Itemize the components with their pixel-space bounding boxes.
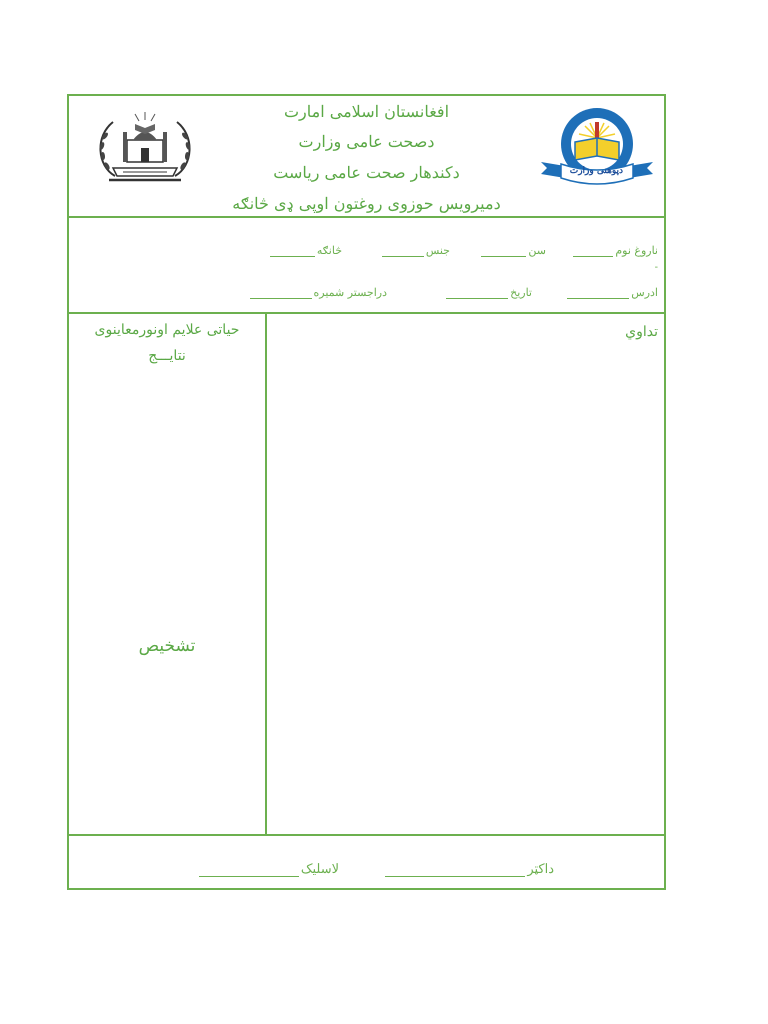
patient-name-label: ناروغ نوم <box>615 244 658 257</box>
department-label: څانګه <box>316 244 342 257</box>
footer-divider <box>69 834 664 836</box>
patient-age-field[interactable] <box>481 244 546 257</box>
header-emirate-title: افغانستان اسلامی امارت <box>283 102 450 121</box>
stray-mark: - <box>654 262 658 273</box>
header-hospital-title: دمیرویس حوزوی روغتون اوپی ډی څانګه <box>232 194 501 213</box>
vital-signs-label: حیاتی علایم اونورمعاینوی <box>94 322 240 338</box>
signature-field[interactable] <box>199 862 339 877</box>
header-ministry-title: دصحت عامی وزارت <box>298 132 435 151</box>
header-divider <box>69 216 664 218</box>
results-label: نتایـــج <box>148 348 186 364</box>
address-field[interactable] <box>567 286 658 299</box>
address-blank[interactable] <box>567 290 629 299</box>
department-blank[interactable] <box>270 248 315 257</box>
patient-gender-field[interactable] <box>382 244 450 257</box>
patient-gender-blank[interactable] <box>382 248 424 257</box>
treatment-label: تداوي <box>625 324 658 340</box>
form-frame <box>67 94 666 890</box>
patient-age-blank[interactable] <box>481 248 526 257</box>
register-number-blank[interactable] <box>250 290 312 299</box>
doctor-label: داکټر <box>527 862 554 877</box>
signature-blank[interactable] <box>199 868 299 877</box>
header-directorate-title: دکندهار صحت عامی ریاست <box>273 163 460 182</box>
address-label: ادرس <box>631 286 658 299</box>
register-number-field[interactable] <box>250 286 388 299</box>
column-divider <box>265 312 267 834</box>
doctor-field[interactable] <box>385 862 554 877</box>
register-number-label: دراجستر شمیره <box>313 286 387 299</box>
doctor-blank[interactable] <box>385 868 525 877</box>
department-field[interactable] <box>270 244 342 257</box>
patient-gender-label: جنس <box>425 244 450 257</box>
signature-label: لاسلیک <box>300 862 339 877</box>
patient-name-blank[interactable] <box>573 248 613 257</box>
info-divider <box>69 312 664 314</box>
date-field[interactable] <box>446 286 532 299</box>
date-blank[interactable] <box>446 290 508 299</box>
diagnosis-label: تشخیص <box>138 636 196 656</box>
date-label: تاریخ <box>510 286 532 299</box>
patient-name-field[interactable] <box>573 244 658 257</box>
ministry-logo-label: دپوهنی وزارت <box>569 166 623 176</box>
patient-age-label: سن <box>528 244 546 257</box>
